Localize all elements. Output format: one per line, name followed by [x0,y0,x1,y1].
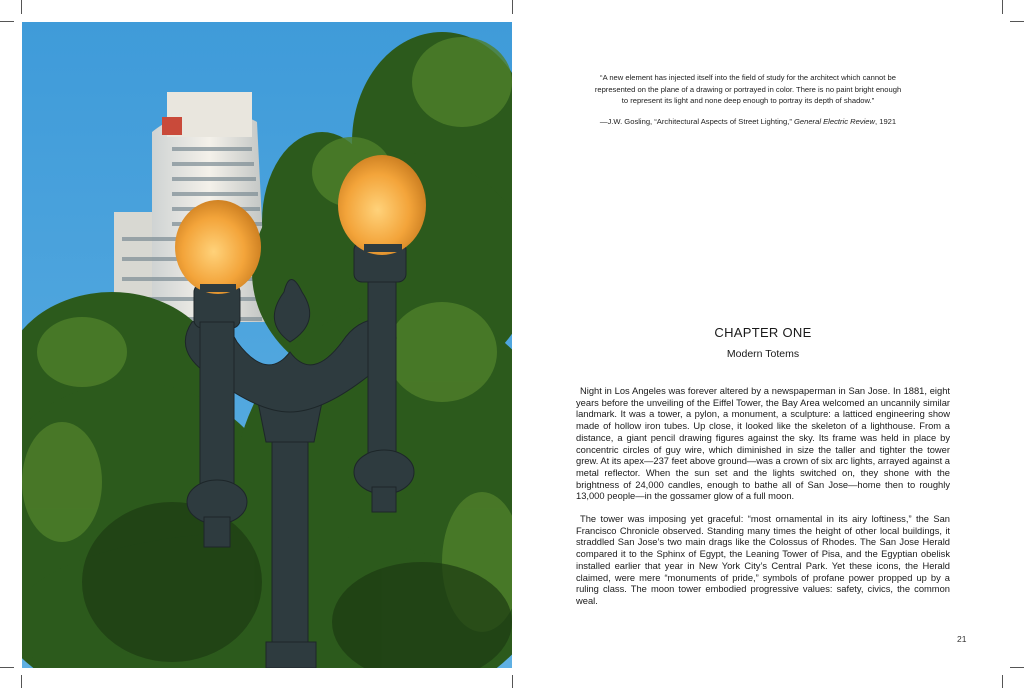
street-lamp-photo [22,22,512,668]
crop-mark [21,0,22,14]
body-text [576,386,950,619]
attribution-year: , 1921 [875,117,897,126]
epigraph-line: to represent its light and none deep enough to portray its depth of shadow.” [621,96,875,105]
epigraph-line: “A new element has injected itself into the field of study for the architect which cannot be [600,73,896,82]
right-page [513,0,1024,688]
crop-mark [21,675,22,688]
epigraph-attribution [573,117,923,126]
page-number: 21 [957,634,967,644]
ornate-street-lamp-icon [22,22,512,668]
body-paragraph: The tower was imposing yet graceful: “most ornamental in its airy loftiness,” the San Francisco Chronicle observed. Standing many times the height of other local buildings, it straddled San Jose’s two main drags like the Colossus of Rhodes. The San Jose Herald compared it to the Sphinx of Egypt, the Leaning Tower of Pisa, and the Egyptian obelisk installed earlier that year in New York City’s Central Park. Yet these icons, the Herald claimed, were mere “monuments of pride,” symbols of profane power propped up by a ruling class. The moon tower embodied progressive values: safety, civics, the common weal. [576,514,950,606]
epigraph-line: represented on the plane of a drawing or portrayed in color. There is no paint bright enough [594,84,902,94]
crop-mark [0,21,14,22]
epigraph [573,72,923,107]
crop-mark [0,667,14,668]
chapter-title: CHAPTER ONE [714,325,812,340]
chapter-subtitle: Modern Totems [726,348,800,360]
attribution-source: General Electric Review [793,117,876,126]
attribution-author: —J.W. Gosling, “Architectural Aspects of Street Lighting,” [599,117,794,126]
body-paragraph: Night in Los Angeles was forever altered by a newspaperman in San Jose. In 1881, eight years before the unveiling of the Eiffel Tower, the Bay Area welcomed an uncannily similar landmark. It was a tower, a pylon, a monument, a sculpture: a latticed engineering show made of hollow iron tubes. Up close, it looked like the skeleton of a lighthouse. From a distance, a giant pencil drawing figures against the sky. Its frame was held in place by concentric circles of guy wire, which diminished in size the taller and tighter the tower grew. At its apex—237 feet above ground—was a crown of six arc lights, arrayed against a metal reflector. When the sun set and the lights switched on, they shone with the brightness of 24,000 candles, enough to bathe all of San Jose—home then to roughly 13,000 people—in the gossamer glow of a full moon. [576,386,950,502]
